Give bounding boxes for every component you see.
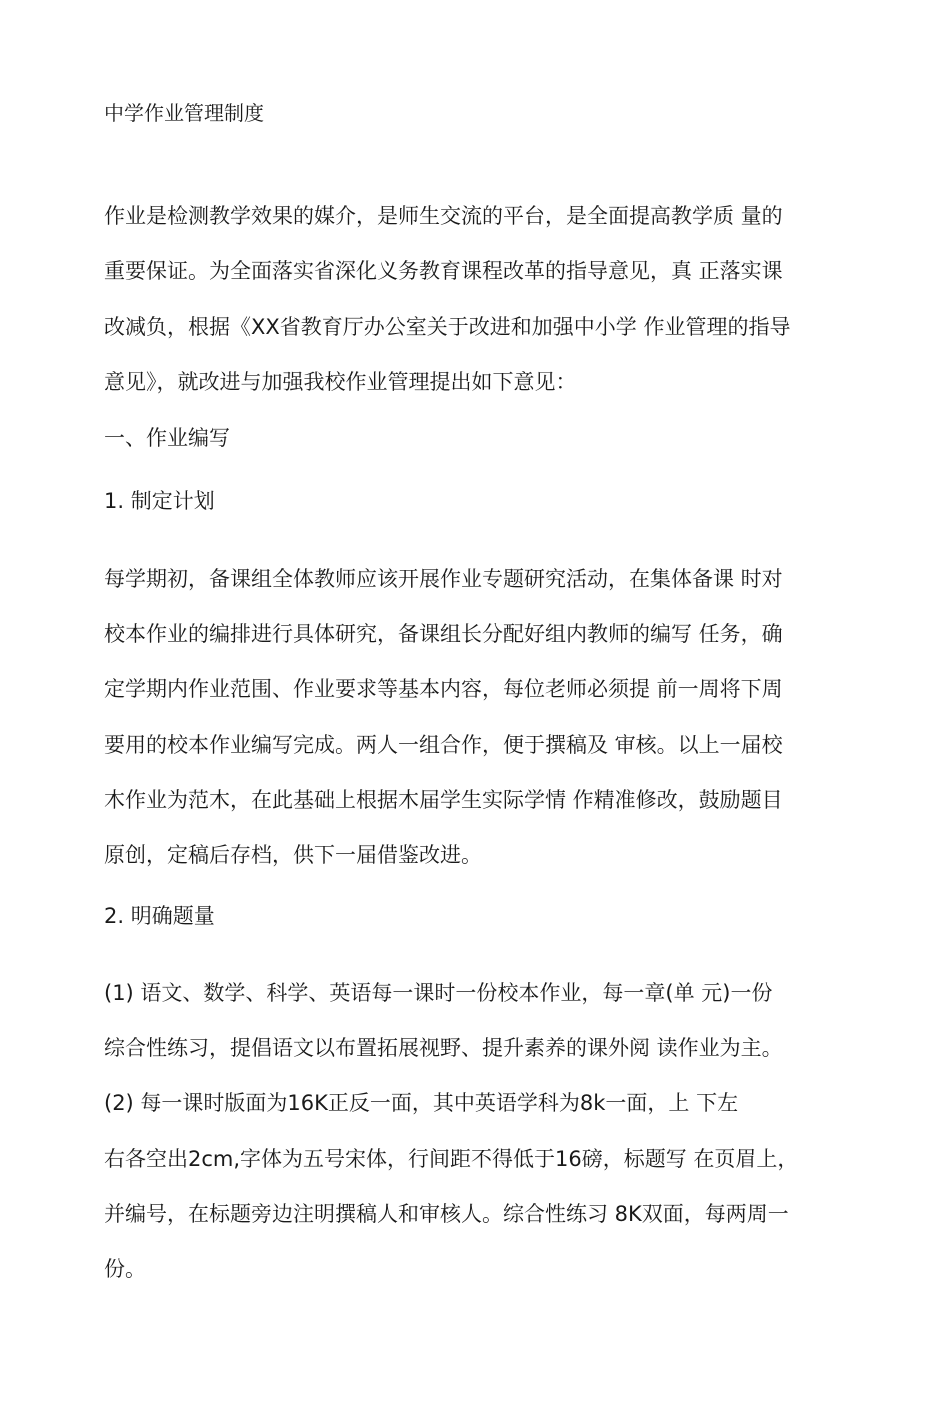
- document-title: 中学作业管理制度: [104, 101, 264, 125]
- paragraph-line: 每学期初，备课组全体教师应该开展作业专题研究活动，在集体备课 时对: [104, 567, 783, 591]
- list-item-line: 右各空出2cm,字体为五号宋体，行间距不得低于16磅，标题写 在页眉上，: [104, 1147, 799, 1171]
- list-item-line: 综合性练习，提倡语文以布置拓展视野、提升素养的课外阅 读作业为主。: [104, 1036, 783, 1060]
- intro-line: 作业是检测教学效果的媒介，是师生交流的平台，是全面提高教学质 量的: [104, 204, 783, 228]
- subsection-heading: 1. 制定计划: [104, 489, 215, 513]
- section-heading: 一、作业编写: [104, 426, 230, 450]
- list-item-line: (1) 语文、数学、科学、英语每一课时一份校本作业，每一章(单 元)一份: [104, 981, 773, 1005]
- paragraph-line: 要用的校本作业编写完成。两人一组合作，便于撰稿及 审核。以上一届校: [104, 733, 783, 757]
- list-item-line: (2) 每一课时版面为16K正反一面，其中英语学科为8k一面，上 下左: [104, 1091, 739, 1115]
- paragraph-line: 校本作业的编排进行具体研究，备课组长分配好组内教师的编写 任务，确: [104, 622, 783, 646]
- paragraph-line: 定学期内作业范围、作业要求等基本内容，每位老师必须提 前一周将下周: [104, 677, 783, 701]
- intro-line: 重要保证。为全面落实省深化义务教育课程改革的指导意见，真 正落实课: [104, 259, 783, 283]
- paragraph-line: 木作业为范木，在此基础上根据木届学生实际学情 作精准修改，鼓励题目: [104, 788, 783, 812]
- list-item-line: 份。: [104, 1257, 146, 1281]
- list-item-line: 并编号，在标题旁边注明撰稿人和审核人。综合性练习 8K双面，每两周一: [104, 1202, 789, 1226]
- paragraph-line: 原创，定稿后存档，供下一届借鉴改进。: [104, 843, 482, 867]
- intro-line: 意见》，就改进与加强我校作业管理提出如下意见：: [104, 370, 577, 394]
- subsection-heading: 2. 明确题量: [104, 904, 215, 928]
- intro-line: 改减负，根据《XX省教育厅办公室关于改进和加强中小学 作业管理的指导: [104, 315, 791, 339]
